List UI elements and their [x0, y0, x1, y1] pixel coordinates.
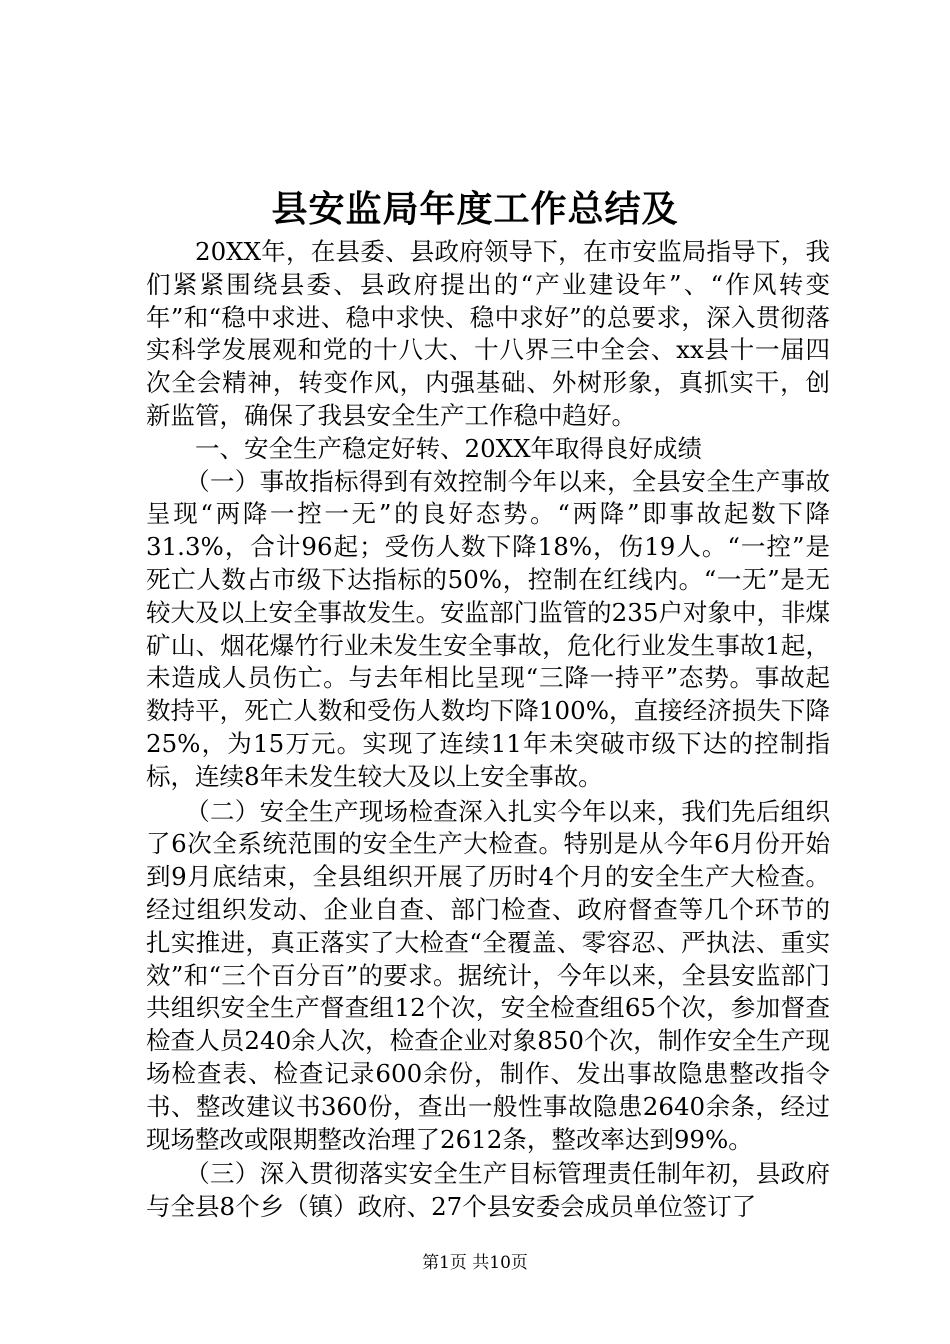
- paragraph-accident-indicators: （一）事故指标得到有效控制今年以来，全县安全生产事故呈现“两降一控一无”的良好态势。“两降”即事故起数下降31.3%，合计96起；受伤人数下降18%，伤19人。“一控”是死亡人数占市级下达指标的50%，控制在红线内。“一无”是无较大及以上安全事故发生。安监部门监管的235户对象中，非煤矿山、烟花爆竹行业未发生安全事故，危化行业发生事故1起，未造成人员伤亡。与去年相比呈现“三降一持平”态势。事故起数持平，死亡人数和受伤人数均下降100%，直接经济损失下降25%，为15万元。实现了连续11年未突破市级下达的控制指标，连续8年未发生较大及以上安全事故。: [146, 466, 830, 791]
- paragraph-responsibility-system: （三）深入贯彻落实安全生产目标管理责任制年初，县政府与全县8个乡（镇）政府、27个县安委会成员单位签订了: [146, 1159, 830, 1222]
- section-heading: 一、安全生产稳定好转、20XX年取得良好成绩: [195, 433, 703, 463]
- paragraph-site-inspection: （二）安全生产现场检查深入扎实今年以来，我们先后组织了6次全系统范围的安全生产大检查。特别是从今年6月份开始到9月底结束，全县组织开展了历时4个月的安全生产大检查。经过组织发动、企业自查、部门检查、政府督查等几个环节的扎实推进，真正落实了大检查“全覆盖、零容忍、严执法、重实效”和“三个百分百”的要求。据统计，今年以来，全县安监部门共组织安全生产督查组12个次，安全检查组65个次，参加督查检查人员240余人次，检查企业对象850个次，制作安全生产现场检查表、检查记录600余份，制作、发出事故隐患整改指令书、整改建议书360份，查出一般性事故隐患2640余条，经过现场整改或限期整改治理了2612条，整改率达到99%。: [146, 796, 830, 1154]
- document-body: [146, 236, 830, 1224]
- document-title: 县安监局年度工作总结及: [271, 188, 679, 230]
- paragraph-intro: 20XX年，在县委、县政府领导下，在市安监局指导下，我们紧紧围绕县委、县政府提出的“产业建设年”、“作风转变年”和“稳中求进、稳中求快、稳中求好”的总要求，深入贯彻落实科学发展观和党的十八大、十八界三中全会、xx县十一届四次全会精神，转变作风，内强基础、外树形象，真抓实干，创新监管，确保了我县安全生产工作稳中趋好。: [146, 237, 830, 430]
- page-number: 第1页 共10页: [422, 1253, 528, 1273]
